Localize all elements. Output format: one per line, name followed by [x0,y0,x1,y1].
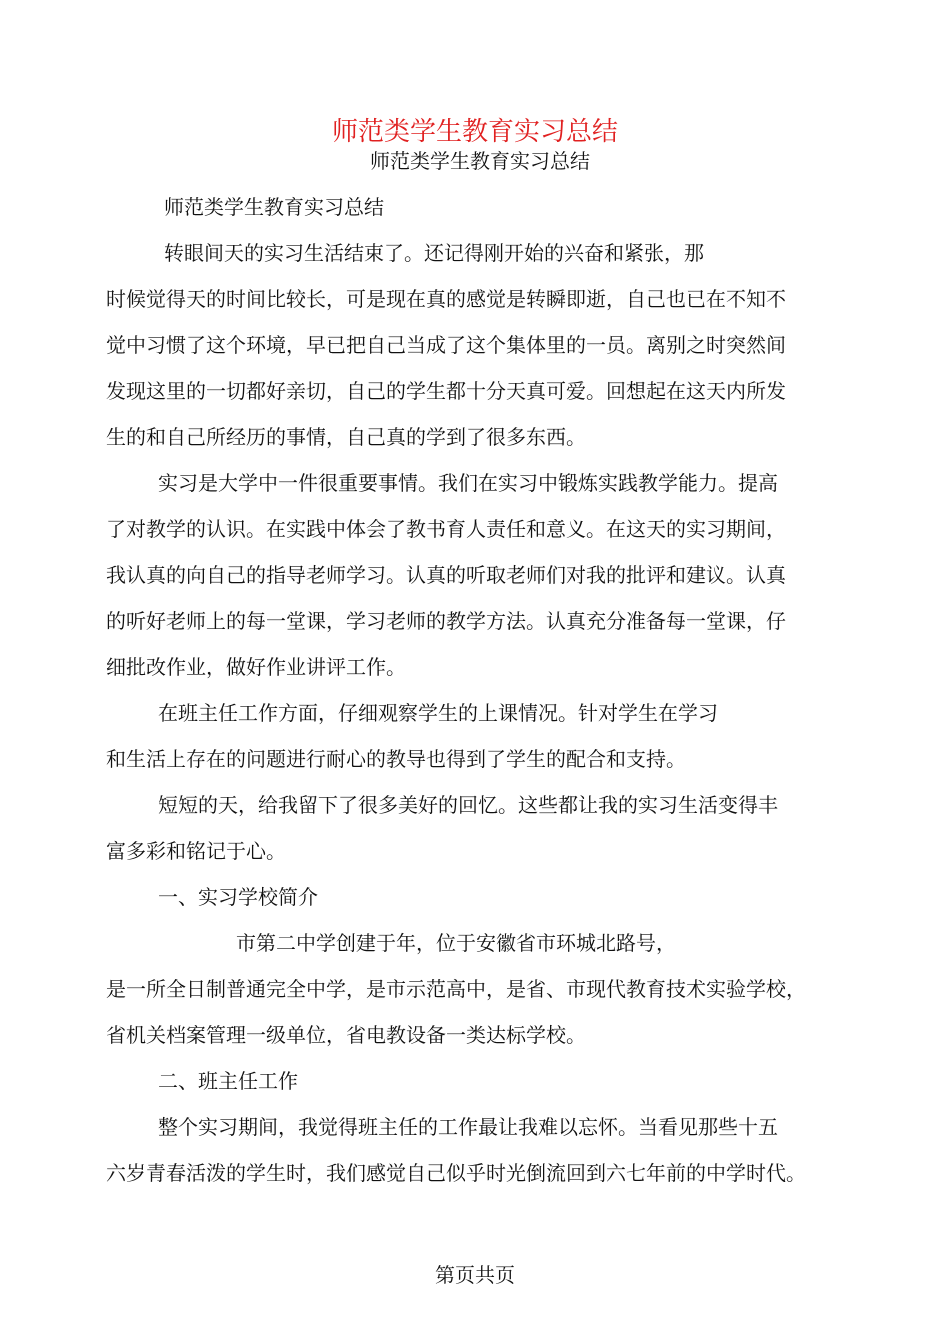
paragraph-line: 是一所全日制普通完全中学，是市示范高中，是省、市现代教育技术实验学校， [106,977,806,1001]
paragraph-line: 实习是大学中一件很重要事情。我们在实习中锻炼实践教学能力。提高 [158,471,778,495]
paragraph-line: 细批改作业，做好作业讲评工作。 [106,655,406,679]
paragraph-line: 我认真的向自己的指导老师学习。认真的听取老师们对我的批评和建议。认真 [106,563,786,587]
section-heading-class-teacher: 二、班主任工作 [158,1069,298,1093]
paragraph-line: 觉中习惯了这个环境，早已把自己当成了这个集体里的一员。离别之时突然间 [106,333,786,357]
paragraph-line: 和生活上存在的问题进行耐心的教导也得到了学生的配合和支持。 [106,747,686,771]
paragraph-line: 省机关档案管理一级单位，省电教设备一类达标学校。 [106,1023,586,1047]
paragraph-line: 整个实习期间，我觉得班主任的工作最让我难以忘怀。当看见那些十五 [158,1115,778,1139]
document-title: 师范类学生教育实习总结 [331,117,618,147]
section-heading: 师范类学生教育实习总结 [164,195,384,219]
paragraph-line: 在班主任工作方面，仔细观察学生的上课情况。针对学生在学习 [158,701,718,725]
page-footer: 第页共页 [435,1263,515,1287]
paragraph-line: 生的和自己所经历的事情，自己真的学到了很多东西。 [106,425,586,449]
paragraph-line: 时候觉得天的时间比较长，可是现在真的感觉是转瞬即逝，自己也已在不知不 [106,287,786,311]
paragraph-line: 市第二中学创建于年，位于安徽省市环城北路号， [236,931,676,955]
paragraph-line: 了对教学的认识。在实践中体会了教书育人责任和意义。在这天的实习期间， [106,517,786,541]
section-heading-school: 一、实习学校简介 [158,885,318,909]
paragraph-line: 的听好老师上的每一堂课，学习老师的教学方法。认真充分准备每一堂课，仔 [106,609,786,633]
paragraph-line: 富多彩和铭记于心。 [106,839,286,863]
paragraph-line: 发现这里的一切都好亲切，自己的学生都十分天真可爱。回想起在这天内所发 [106,379,786,403]
paragraph-line: 转眼间天的实习生活结束了。还记得刚开始的兴奋和紧张，那 [164,241,704,265]
paragraph-line: 短短的天，给我留下了很多美好的回忆。这些都让我的实习生活变得丰 [158,793,778,817]
paragraph-line: 六岁青春活泼的学生时，我们感觉自己似乎时光倒流回到六七年前的中学时代。 [106,1161,806,1185]
document-subtitle: 师范类学生教育实习总结 [370,149,590,173]
